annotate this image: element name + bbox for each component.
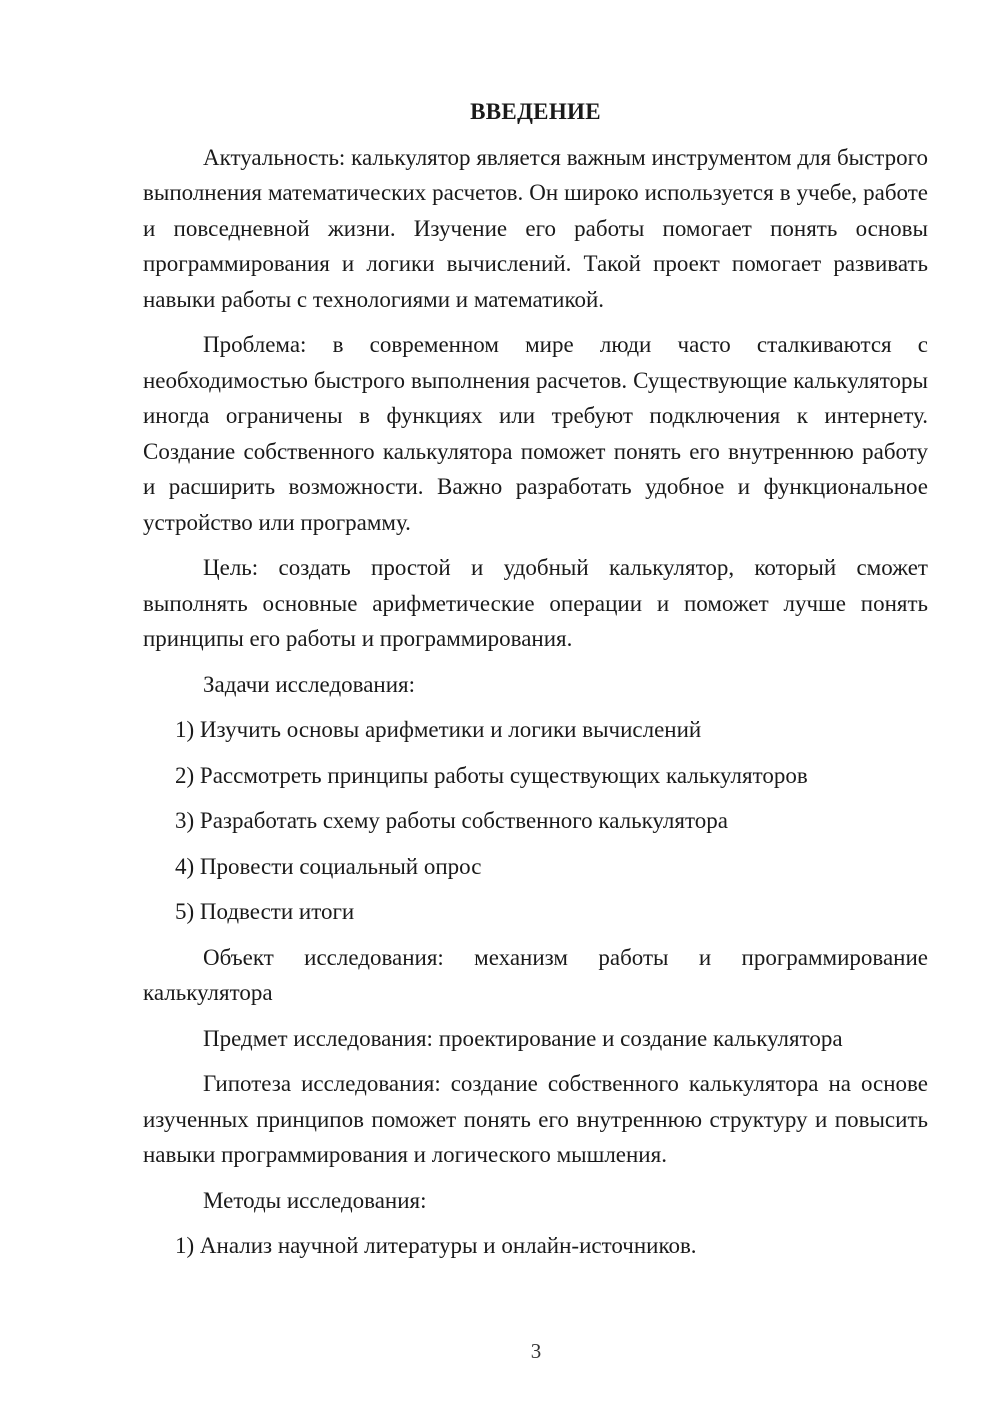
list-item: 2) Рассмотреть принципы работы существующих калькуляторов <box>175 762 808 788</box>
hypothesis-paragraph: Гипотеза исследования: создание собственного калькулятора на основе изученных принципов поможет понять его внутреннюю структуру и повысить навыки программирования и логического мышления. <box>143 1071 928 1167</box>
page-content <box>143 94 928 1274</box>
list-item: 1) Анализ научной литературы и онлайн-источников. <box>175 1233 697 1258</box>
page-title: ВВЕДЕНИЕ <box>470 99 601 124</box>
list-item: 3) Разработать схему работы собственного калькулятора <box>175 808 728 833</box>
page-number: 3 <box>530 1339 542 1363</box>
methods-heading: Методы исследования: <box>203 1187 427 1213</box>
list-item: 5) Подвести итоги <box>175 899 355 924</box>
object-paragraph: Объект исследования: механизм работы и программирование калькулятора <box>143 944 928 1005</box>
tasks-heading: Задачи исследования: <box>203 671 416 697</box>
relevance-paragraph: Актуальность: калькулятор является важным инструментом для быстрого выполнения математических расчетов. Он широко используется в учебе, работе и повседневной жизни. Изучение его работы помогает понять основы программирования и логики вычислений. Такой проект помогает развивать навыки работы с технологиями и математикой. <box>143 144 928 312</box>
methods-list <box>143 1228 928 1264</box>
goal-paragraph: Цель: создать простой и удобный калькулятор, который сможет выполнять основные арифметические операции и поможет лучше понять принципы его работы и программирования. <box>143 555 928 651</box>
list-item: 1) Изучить основы арифметики и логики вычислений <box>175 717 702 742</box>
problem-paragraph: Проблема: в современном мире люди часто сталкиваются с необходимостью быстрого выполнения расчетов. Существующие калькуляторы иногда ограничены в функциях или требуют подключения к интернету. Создание собственного калькулятора поможет понять его внутреннюю работу и расширить возможности. Важно разработать удобное и функциональное устройство или программу. <box>143 332 928 535</box>
subject-paragraph: Предмет исследования: проектирование и создание калькулятора <box>203 1025 843 1051</box>
list-item: 4) Провести социальный опрос <box>175 853 482 879</box>
tasks-list <box>143 712 928 930</box>
